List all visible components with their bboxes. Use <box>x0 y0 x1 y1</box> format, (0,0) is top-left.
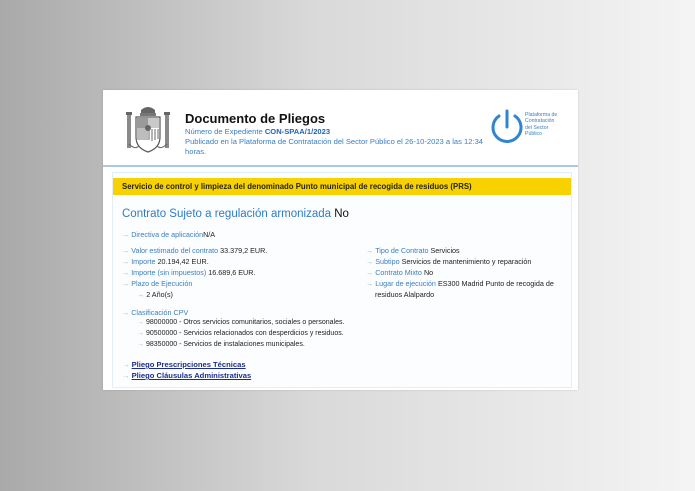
contract-panel <box>112 172 572 388</box>
row-value: 33.379,2 EUR. <box>220 246 268 255</box>
logo-text <box>525 112 573 137</box>
arrow-icon: → <box>122 308 130 317</box>
cpv-item-text: 90500000 - Servicios relacionados con desperdicios y residuos. <box>146 330 344 337</box>
cpv-item <box>137 319 344 326</box>
left-row-importe-sin <box>122 268 255 277</box>
lugar-continuation: residuos Alalpardo <box>375 290 435 299</box>
pliego-administrativas-link[interactable] <box>122 371 251 380</box>
logo-text-line: Público <box>525 130 543 137</box>
right-row-lugar <box>366 279 554 288</box>
section-title <box>122 208 349 220</box>
published-line: Publicado en la Plataforma de Contratación del Sector Público el 26-10-2023 a las 12:34 horas. <box>185 137 484 156</box>
row-label: Valor estimado del contrato <box>131 246 219 255</box>
document-title: Documento de Pliegos <box>185 111 326 126</box>
row-value: ES300 Madrid Punto de recogida de <box>437 279 554 288</box>
expediente-value: CON-SPAA/1/2023 <box>264 127 331 136</box>
arrow-icon: → <box>137 341 144 348</box>
link-text[interactable]: Pliego Prescripciones Técnicas <box>131 360 246 369</box>
right-row-subtipo <box>366 257 531 266</box>
plazo-value: 2 Año(s) <box>146 290 173 299</box>
cpv-item <box>137 341 305 348</box>
cpv-item <box>137 330 344 337</box>
left-row-valor <box>122 246 267 255</box>
directiva-label: Directiva de aplicación <box>131 230 204 239</box>
arrow-icon: → <box>137 290 145 299</box>
right-row-tipo <box>366 246 460 255</box>
arrow-icon: → <box>137 330 144 337</box>
arrow-icon: → <box>122 371 130 380</box>
pliego-tecnicas-link[interactable] <box>122 360 246 369</box>
row-value: Servicios <box>430 246 460 255</box>
directiva-value: N/A <box>203 230 216 239</box>
arrow-icon: → <box>366 257 374 266</box>
row-label: Importe (sin impuestos) <box>131 268 207 277</box>
header-divider <box>103 165 578 167</box>
cpv-label: Clasificación CPV <box>131 308 189 317</box>
cpv-item-text: 98350000 - Servicios de instalaciones municipales. <box>146 341 305 348</box>
link-text[interactable]: Pliego Cláusulas Administrativas <box>131 371 252 380</box>
row-label: Tipo de Contrato <box>375 246 429 255</box>
coat-of-arms-icon <box>125 104 171 156</box>
arrow-icon: → <box>137 319 144 326</box>
logo-text-line: Contratación <box>525 118 555 125</box>
arrow-icon: → <box>366 279 374 288</box>
logo-text-line: Plataforma de <box>525 112 558 118</box>
directiva-row <box>122 230 215 239</box>
row-value: 20.194,42 EUR. <box>157 257 209 266</box>
cpv-item-text: 98000000 - Otros servicios comunitarios, sociales o personales. <box>146 319 345 326</box>
section-title-value: No <box>334 208 349 220</box>
row-value: Servicios de mantenimiento y reparación <box>401 257 532 266</box>
arrow-icon: → <box>122 279 130 288</box>
arrow-icon: → <box>122 268 130 277</box>
row-label: Plazo de Ejecución <box>131 279 193 288</box>
arrow-icon: → <box>366 246 374 255</box>
contract-title-banner: Servicio de control y limpieza del denominado Punto municipal de recogida de residuos (PRS) <box>113 178 571 195</box>
arrow-icon: → <box>366 268 374 277</box>
left-row-plazo <box>122 279 192 288</box>
arrow-icon: → <box>122 246 130 255</box>
right-row-mixto <box>366 268 433 277</box>
section-title-label: Contrato Sujeto a regulación armonizada <box>122 208 332 220</box>
cpv-row <box>122 308 188 317</box>
row-label: Contrato Mixto <box>375 268 422 277</box>
arrow-icon: → <box>122 360 130 369</box>
row-value: No <box>423 268 434 277</box>
arrow-icon: → <box>122 257 130 266</box>
row-label: Importe <box>131 257 156 266</box>
plazo-value-row <box>137 290 173 299</box>
left-row-importe <box>122 257 209 266</box>
document-header <box>103 90 578 166</box>
row-value: 16.689,6 EUR. <box>208 268 256 277</box>
row-label: Lugar de ejecución <box>375 279 436 288</box>
logo-text-line: del Sector <box>525 124 549 131</box>
expediente-line <box>185 127 330 137</box>
document-card <box>103 90 578 390</box>
expediente-label: Número de Expediente <box>185 127 263 136</box>
row-label: Subtipo <box>375 257 400 266</box>
arrow-icon: → <box>122 230 130 239</box>
